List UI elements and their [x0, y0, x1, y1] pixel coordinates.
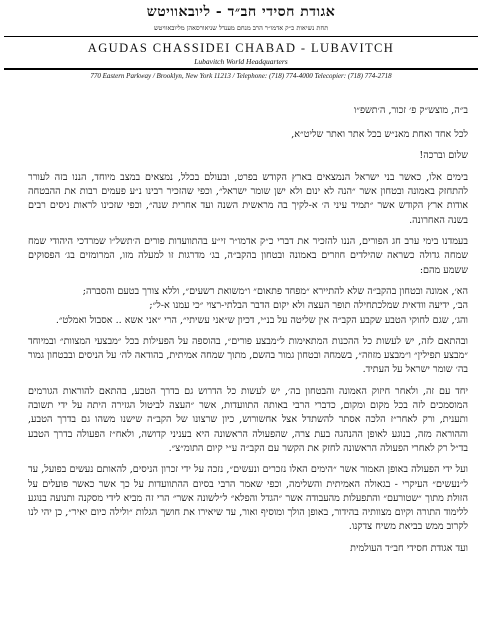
list-item: הא׳, אמונה ובטחון בהקב״ה שלא להתיירא ״מפחד פתאום״ ו״משואת רשעים״, וללא צורך בטעם והסברה; [82, 285, 468, 297]
letter-signature: ועד אגודת חסידי חב״ד העולמית [350, 542, 468, 554]
letterhead-address: 770 Eastern Parkway / Brooklyn, New York 11213 / Telephone: (718) 774-4000 Telecopier: (718) 774-2718 [90, 72, 392, 80]
letterhead-divider-top [4, 36, 478, 37]
paragraph-1: בימים אלו, כאשר בני ישראל הנמצאים בארץ הקודש בפרט, ובעולם בכלל, נמצאים במצב מיוחד, הננו בזה לעורר להתחזק באמונה ובטחון אשר ״הנה לא ינום ולא ישן שומר ישראל״, וכפי שהזכיר רבינו נ״ע פעמים רבות את ההבטחה אודות ארץ הקודש אשר ״תמיד עיני ה׳ א-לקיך בה מראשית השנה ועד אחרית שנה״, וכפי שזכינו לראות ניסים רבים בשנה האחרונה. [28, 171, 468, 226]
letterhead-english-subtitle: Lubavitch World Headquarters [194, 57, 288, 66]
paragraph-5: ועל ידי הפעולה באופן האמור אשר ״הימים האלו נזכרים ונעשים״, נזכה על ידי זכרון הניסים, להאותם נעשים בפועל, עד ל״נעשים״ העיקרי - בגאולה האמיתית והשלימה, וכפי שאמר הרבי בסיום ההתוועדות על כך אשר כאשר פועלים על הזולת מתוך ״שטורעם״ והתפעלות מהעבודה אשר ״הגדל והפלא״ ל״לשונה אשר״ הרי זה מביא לידי מסקנה ותנועה בנוגע ללימוד התורה וקיום מצוותיה בהידור, באופן הולך ומוסיף ואור, עד שיאירו את חושך הגלות ״ולילה כיום יאיר״, כן יהי לנו לקרוב ממש בביאת משיח צדקנו. [28, 464, 468, 533]
verse-list [28, 285, 468, 328]
paragraph-2: בעמדנו בימי ערב חג הפורים, הננו להזכיר את דברי כ״ק אדמו״ר זי״ע בהתוועדות פורים ה׳תשל״ו שמרדכי היהודי שמח שמחה גדולה כשראה שהילדים חוזרים באמונה ובטחון בהקב״ה, בג׳ מדרגות זו למעלה מזו, המרומזים בג׳ הפסוקים ששמע מהם: [28, 236, 468, 276]
letterhead-hebrew-subtitle: תחת נשיאות כ״ק אדמו״ר הרב מנחם מענדל שניאורסאהן מליובאוויטש [153, 24, 329, 32]
letterhead-english-title: AGUDAS CHASSIDEI CHABAD - LUBAVITCH [87, 41, 395, 55]
paragraph-4: יחד עם זה, ולאחר חיזוק האמונה והבטחון בה׳, יש לעשות כל הדרוש גם בדרך הטבע, בהתאם להוראות הגורמים המוסמכים לזה בכל מקום ומקום, כדברי הרבי באותה התוועדות, אשר ״העצה לביטול הגזירה היתה על ידי תשובה ותענית, ורק לאחר״ז הלכה אסתר להשתדל אצל אחשורוש, כיון שרצונו של הקב״ה שישנו משהו גם בדרך הטבע, וההוראה מזה, בנוגע לאופן ההנהגה בעת צרה, שהפעולה הראשונה היא בעניני קדושה, ולאח״ז הפעולה בדרך הטבע בד״ל רק לאחרי הפעולה הראשונה לחזק את הקשר עם הקב״ה ע״י קיום התומ״צ״. [28, 385, 468, 454]
list-item: הב׳, ידיעה וודאית שמלכתחילה תופר העצה ולא יקום הדבר הבלתי-רצוי ״כי עמנו א-ל״; [149, 300, 468, 312]
letterhead-divider-bottom [4, 68, 478, 70]
paragraph-3: ובהתאם לזה, יש לעשות כל ההכנות המתאימות ל״מבצע פורים״, בהוספה על הפעילות בכל ״מבצעי המצוות״ ובמיוחד ״מבצע תפילין״ ו״מבצע מזוזה״, בשמחה ובטחון גמור בהשם, מתוך שמחה אמיתית, בהודאה לה׳ על הניסים ובבטחון גמור בה׳ שומר ישראל על העתיד. [28, 335, 468, 376]
letter-body [28, 104, 468, 634]
letter-greeting: שלום וברכה! [419, 149, 468, 161]
list-item: והג׳, שגם לחוקי הטבע שקבע הקב״ה אין שליטה על בנ״י, דכיון ש״אני עשיתי״, הרי ״אני אשא .. אסבול ואמלט״. [55, 314, 468, 326]
letter-date: ב״ה, מוצש״ק פ׳ זכור, ה׳תשפ״ו [353, 105, 468, 116]
letterhead-hebrew-title: אגודת חסידי חב״ד - ליובאוויטש [146, 4, 336, 20]
letter-recipient: לכל אחד ואחת מאנ״ש בכל אתר ואתר שליט״א, [291, 129, 468, 141]
